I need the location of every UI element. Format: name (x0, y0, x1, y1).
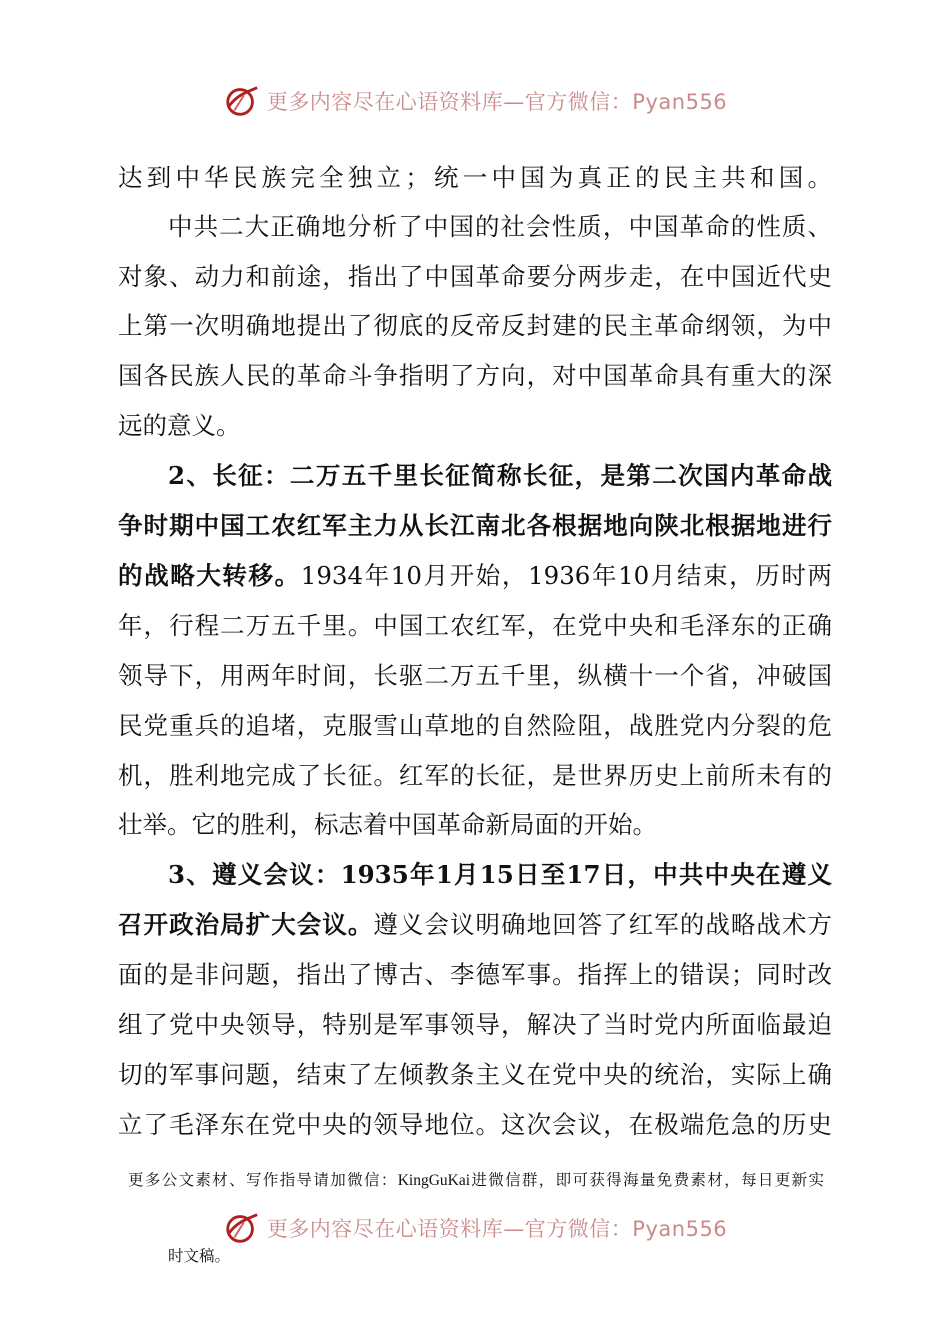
paragraph-line: 立了毛泽东在党中央的领导地位。这次会议，在极端危急的历史 (118, 1110, 832, 1139)
footer-note-cont: 时文稿。 (168, 1248, 231, 1265)
footer-watermark (0, 1203, 950, 1253)
paragraph-line: 机，胜利地完成了长征。红军的长征，是世界历史上前所未有的 (118, 761, 832, 790)
normal-phrase: 1934年10月开始，1936年10月结束，历时两 (300, 561, 832, 590)
footer-note: 更多公文素材、写作指导请加微信：KingGuKai进微信群，即可获得海量免费素材，每日更新实 (128, 1172, 824, 1189)
section-heading-zunyi: 3、遵义会议：1935年1月15日至17日，中共中央在遵义 (168, 860, 832, 889)
watermark-text: 更多内容尽在心语资料库—官方微信：Pyan556 (266, 90, 728, 114)
paragraph-line: 达到中华民族完全独立；统一中国为真正的民主共和国。 (118, 163, 832, 192)
header-watermark (0, 76, 950, 126)
paragraph-line: 远的意义。 (118, 411, 241, 440)
paragraph-line: 对象、动力和前途，指出了中国革命要分两步走，在中国近代史 (118, 262, 832, 291)
paragraph-line: 切的军事问题，结束了左倾教条主义在党中央的统治，实际上确 (118, 1060, 832, 1089)
section-heading-long-march: 2、长征：二万五千里长征简称长征，是第二次国内革命战 (168, 461, 832, 490)
paragraph-line (118, 900, 832, 950)
paragraph-line: 上第一次明确地提出了彻底的反帝反封建的民主革命纲领，为中 (118, 311, 832, 340)
section-heading-long-march-cont: 争时期中国工农红军主力从长江南北各根据地向陕北根据地进行 (118, 511, 832, 540)
ribbon-logo-icon (223, 1209, 261, 1247)
ribbon-logo-icon (223, 82, 261, 120)
paragraph-line: 领导下，用两年时间，长驱二万五千里，纵横十一个省，冲破国 (118, 661, 832, 690)
watermark-text: 更多内容尽在心语资料库—官方微信：Pyan556 (266, 1217, 728, 1241)
bold-phrase: 召开政治局扩大会议。 (118, 910, 374, 939)
paragraph-line: 民党重兵的追堵，克服雪山草地的自然险阻，战胜党内分裂的危 (118, 711, 832, 740)
normal-phrase: 遵义会议明确地回答了红军的战略战术方 (373, 910, 833, 939)
paragraph-line: 面的是非问题，指出了博古、李德军事。指挥上的错误；同时改 (118, 960, 832, 989)
paragraph-line (118, 551, 832, 601)
bold-phrase: 的战略大转移。 (118, 561, 301, 590)
paragraph-line: 壮举。它的胜利，标志着中国革命新局面的开始。 (118, 810, 657, 839)
paragraph-line: 国各民族人民的革命斗争指明了方向，对中国革命具有重大的深 (118, 361, 832, 390)
paragraph-line: 年，行程二万五千里。中国工农红军，在党中央和毛泽东的正确 (118, 611, 832, 640)
paragraph-line: 组了党中央领导，特别是军事领导，解决了当时党内所面临最迫 (118, 1010, 832, 1039)
paragraph-line: 中共二大正确地分析了中国的社会性质，中国革命的性质、 (168, 212, 832, 241)
